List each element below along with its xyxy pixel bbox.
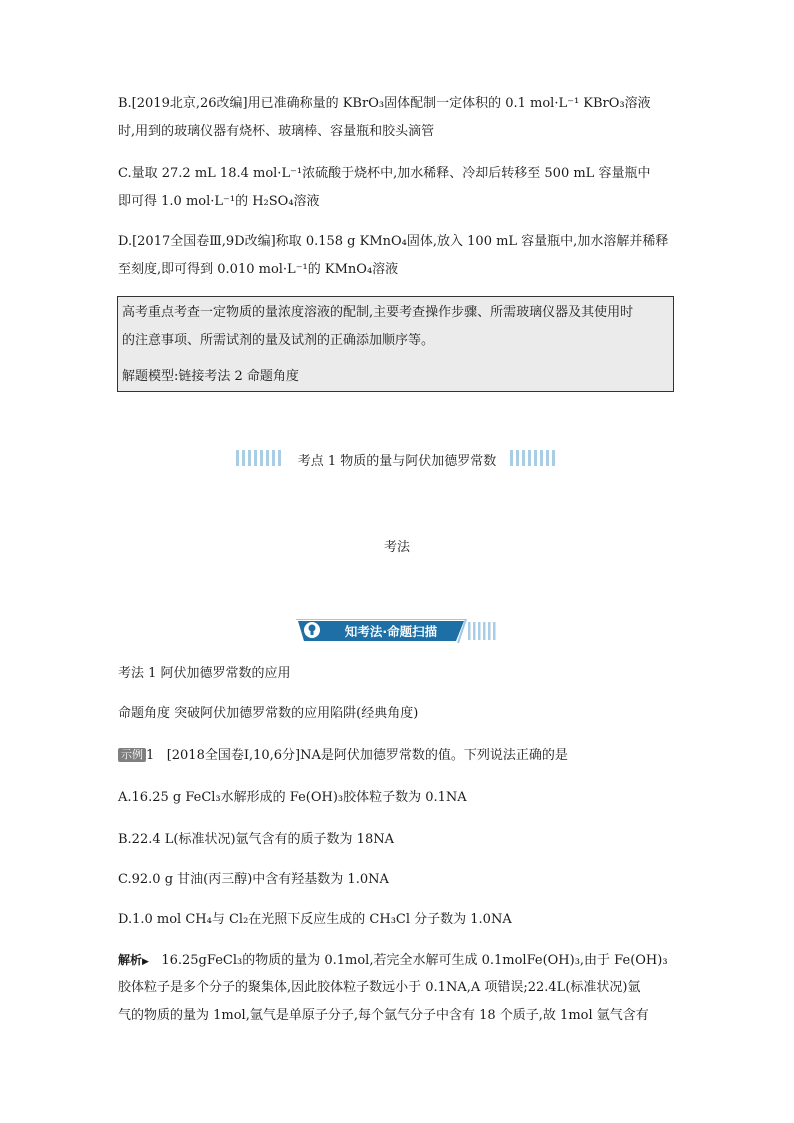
example-question: [2018全国卷Ⅰ,10,6分]NA是阿伏加德罗常数的值。下列说法正确的是 <box>166 748 568 763</box>
banner-title: 知考法·命题扫描 <box>344 624 438 639</box>
option-b-line2: 时,用到的玻璃仪器有烧杯、玻璃棒、容量瓶和胶头滴管 <box>118 124 435 139</box>
analysis-arrow-icon: ▶ <box>142 957 149 967</box>
section-title: 考点 1 物质的量与阿伏加德罗常数 <box>297 454 497 469</box>
example-number: 1 <box>146 748 155 763</box>
analysis-label: 解析 <box>118 953 143 967</box>
banner-shape <box>296 619 496 643</box>
analysis-line3: 气的物质的量为 1mol,氩气是单原子分子,每个氩气分子中含有 18 个质子,故 1mol 氩气含有 <box>118 1008 649 1023</box>
choice-a: A.16.25 g FeCl₃水解形成的 Fe(OH)₃胶体粒子数为 0.1NA <box>118 790 467 805</box>
note-line: 高考重点考查一定物质的量浓度溶液的配制,主要考查操作步骤、所需玻璃仪器及其使用时 <box>122 305 634 320</box>
option-c-line1: C.量取 27.2 mL 18.4 mol·L⁻¹浓硫酸于烧杯中,加水稀释、冷却后转移至 500 mL 容量瓶中 <box>118 166 651 181</box>
note-line: 的注意事项、所需试剂的量及试剂的正确添加顺序等。 <box>122 333 435 348</box>
section-heading <box>0 450 794 474</box>
option-c-line2: 即可得 1.0 mol·L⁻¹的 H₂SO₄溶液 <box>118 194 320 209</box>
choice-d: D.1.0 mol CH₄与 Cl₂在光照下反应生成的 CH₃Cl 分子数为 1.0NA <box>118 912 512 927</box>
stripe-decoration-left <box>236 450 284 474</box>
analysis-text: 16.25gFeCl₃的物质的量为 0.1mol,若完全水解可生成 0.1molFe(OH)₃,由于 Fe(OH)₃ <box>161 953 668 968</box>
note-model-line: 解题模型:链接考法 2 命题角度 <box>122 369 299 384</box>
stripe-decoration <box>468 622 496 640</box>
option-b-line1: B.[2019北京,26改编]用已准确称量的 KBrO₃固体配制一定体积的 0.1 mol·L⁻¹ KBrO₃溶液 <box>118 96 651 111</box>
choice-c: C.92.0 g 甘油(丙三醇)中含有羟基数为 1.0NA <box>118 872 389 887</box>
option-d-line2: 至刻度,即可得到 0.010 mol·L⁻¹的 KMnO₄溶液 <box>118 262 399 277</box>
choice-b: B.22.4 L(标准状况)氩气含有的质子数为 18NA <box>118 832 394 847</box>
analysis-line1 <box>118 946 678 976</box>
example-badge: 示例 <box>118 748 146 762</box>
exam-focus-note-box <box>117 296 674 392</box>
angle-title: 命题角度 突破阿伏加德罗常数的应用陷阱(经典角度) <box>118 706 419 721</box>
method-scan-banner <box>296 619 496 643</box>
option-d-line1: D.[2017全国卷Ⅲ,9D改编]称取 0.158 g KMnO₄固体,放入 100 mL 容量瓶中,加水溶解并稀释 <box>118 234 669 249</box>
method-title: 考法 1 阿伏加德罗常数的应用 <box>118 666 291 681</box>
stripe-decoration-right <box>510 450 558 474</box>
analysis-line2: 胶体粒子是多个分子的聚集体,因此胶体粒子数远小于 0.1NA,A 项错误;22.4L(标准状况)氩 <box>118 980 641 995</box>
example-stem <box>118 742 678 770</box>
subsection-title: 考法 <box>383 540 410 555</box>
